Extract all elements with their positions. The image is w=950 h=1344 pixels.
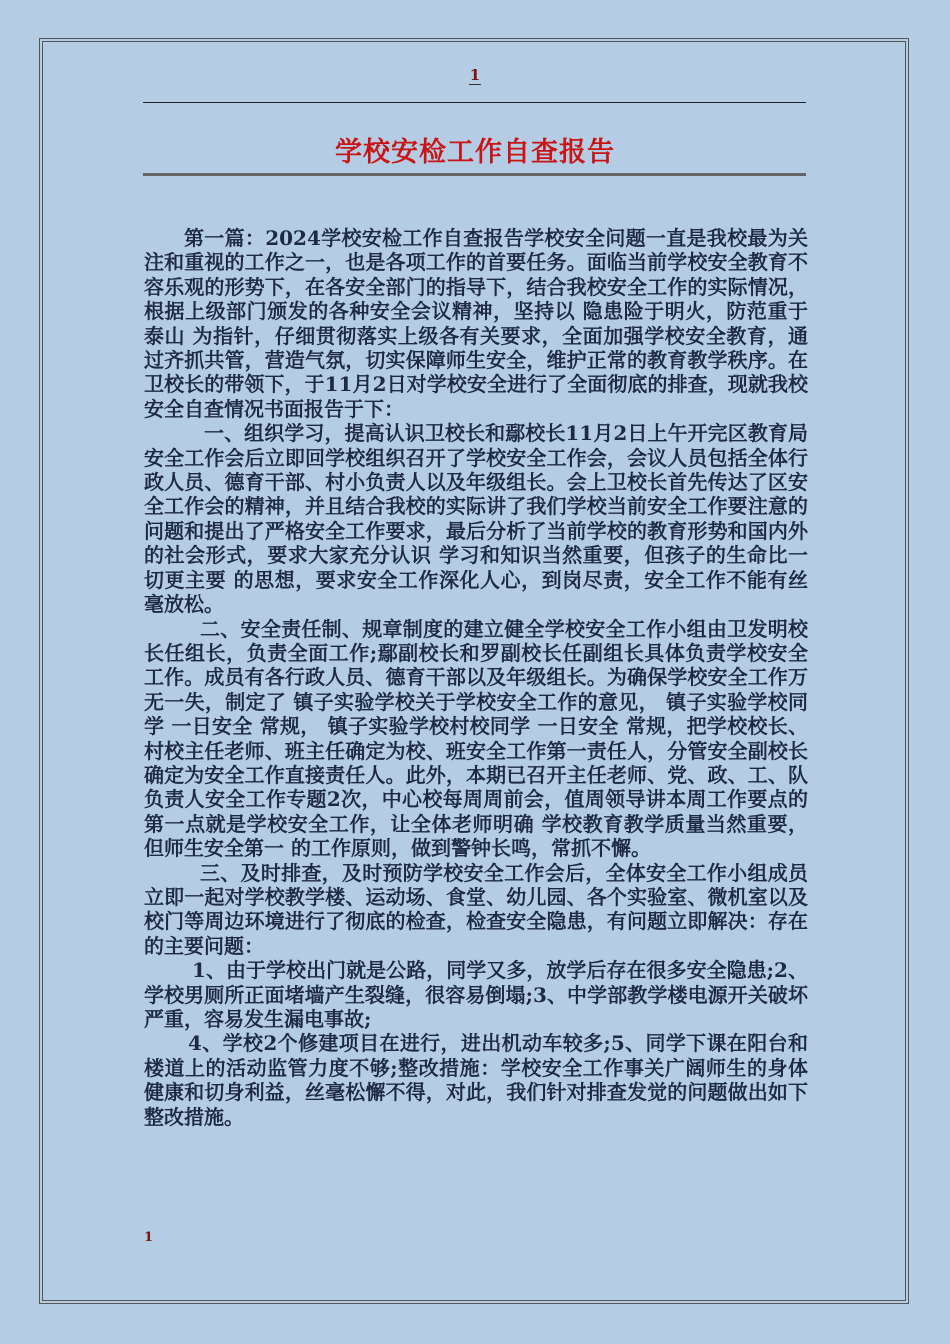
paragraph-4: 三、及时排查，及时预防学校安全工作会后，全体安全工作小组成员立即一起对学校教学楼、运动场、食堂、幼儿园、各个实验室、微机室以及校门等周边环境进行了彻底的检查，检查安全隐患，有问题立即解决：存在的主要问题：	[144, 860, 808, 958]
paragraph-3: 二、安全责任制、规章制度的建立健全学校安全工作小组由卫发明校长任组长，负责全面工作;鄢副校长和罗副校长任副组长具体负责学校安全工作。成员有各行政人员、德育干部以及年级组长。为确保学校安全工作万无一失，制定了 镇子实验学校关于学校安全工作的意见， 镇子实验学校同学 一日安全 常规， 镇子实验学校村校同学 一日安全 常规，把学校校长、村校主任老师、班主任确定为校、班安全工作第一责任人，分管安全副校长确定为安全工作直接责任人。此外，本期已召开主任老师、党、政、工、队负责人安全工作专题2次，中心校每周周前会，值周领导讲本周工作要点的第一点就是学校安全工作，让全体老师明确 学校教育教学质量当然重要，但师生安全第一 的工作原则，做到警钟长鸣，常抓不懈。	[144, 616, 808, 861]
document-body	[144, 226, 808, 1129]
paragraph-6: 4、学校2个修建项目在进行，进出机动车较多;5、同学下课在阳台和楼道上的活动监管力度不够;整改措施：学校安全工作事关广阔师生的身体健康和切身利益，丝毫松懈不得，对此，我们针对排查发觉的问题做出如下整改措施。	[144, 1031, 808, 1129]
footer-page-number: 1	[144, 1230, 154, 1245]
header-page-number-text: 1	[469, 66, 481, 84]
paragraph-1: 第一篇：2024学校安检工作自查报告学校安全问题一直是我校最为关注和重视的工作之一，也是各项工作的首要任务。面临当前学校安全教育不容乐观的形势下，在各安全部门的指导下，结合我校安全工作的实际情况，根据上级部门颁发的各种安全会议精神，坚持以 隐患险于明火，防范重于泰山 为指针，仔细贯彻落实上级各有关要求，全面加强学校安全教育，通过齐抓共管，营造气氛，切实保障师生安全，维护正常的教育教学秩序。在卫校长的带领下，于11月2日对学校安全进行了全面彻底的排查，现就我校安全自查情况书面报告于下：	[144, 226, 808, 421]
document-title: 学校安检工作自查报告	[335, 137, 615, 168]
header-rule	[143, 102, 806, 103]
header-page-number	[0, 66, 950, 84]
paragraph-2: 一、组织学习，提高认识卫校长和鄢校长11月2日上午开完区教育局安全工作会后立即回学校组织召开了学校安全工作会，会议人员包括全体行政人员、德育干部、村小负责人以及年级组长。会上卫校长首先传达了区安全工作会的精神，并且结合我校的实际讲了我们学校当前安全工作要注意的问题和提出了严格安全工作要求，最后分析了当前学校的教育形势和国内外的社会形式，要求大家充分认识 学习和知识当然重要，但孩子的生命比一切更主要 的思想，要求安全工作深化人心，到岗尽责，安全工作不能有丝毫放松。	[144, 421, 808, 617]
title-rule	[143, 173, 806, 176]
paragraph-5: 1、由于学校出门就是公路，同学又多，放学后存在很多安全隐患;2、学校男厕所正面堵墙产生裂缝，很容易倒塌;3、中学部教学楼电源开关破坏严重，容易发生漏电事故;	[144, 958, 808, 1031]
